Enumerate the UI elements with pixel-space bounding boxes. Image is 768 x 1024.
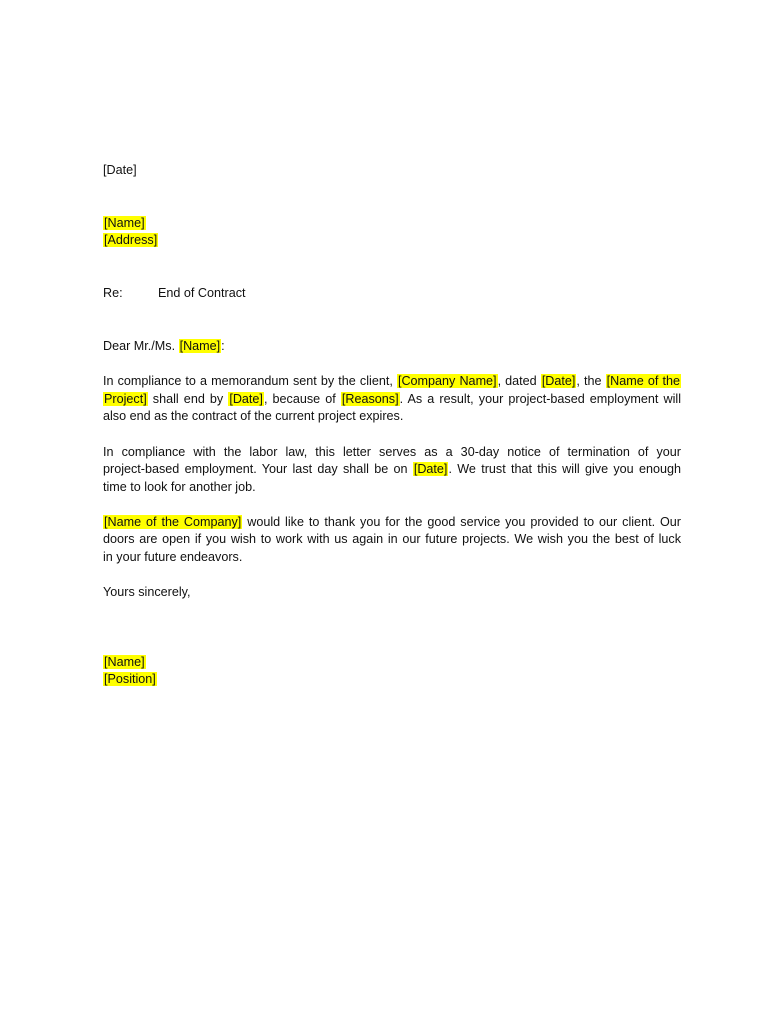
re-line	[103, 285, 681, 303]
paragraph-1	[103, 373, 681, 426]
signature-name-placeholder: [Name]	[104, 654, 145, 669]
signature-position	[103, 671, 681, 689]
paragraph-1-line-1	[103, 373, 681, 391]
project-name-placeholder-end: Project]	[104, 391, 147, 406]
paragraph-1-line-2	[103, 391, 681, 409]
last-day-date-placeholder: [Date]	[413, 462, 448, 477]
company-name-placeholder-2: [Name of the Company]	[104, 514, 242, 529]
recipient-address	[103, 232, 681, 250]
re-label: Re:	[103, 286, 123, 301]
letter-body	[103, 162, 681, 689]
salutation-name-placeholder: [Name]	[179, 338, 221, 353]
paragraph-3-line-3: in your future endeavors.	[103, 550, 243, 565]
paragraph-2-line-1: In compliance with the labor law, this letter serves as a 30-day notice of termination of your	[103, 444, 681, 459]
paragraph-2-line-3: time to look for another job.	[103, 479, 256, 494]
paragraph-3-line-1	[103, 514, 681, 532]
text-segment: , the	[576, 374, 606, 389]
date-line: [Date]	[103, 163, 137, 177]
paragraph-3	[103, 514, 681, 567]
text-segment: In compliance to a memorandum sent by the client,	[103, 374, 397, 389]
text-segment: shall end by	[147, 391, 229, 406]
text-segment: would like to thank you for the good service you provided to our client. Our	[242, 514, 681, 529]
recipient-name	[103, 215, 681, 233]
text-segment: . We trust that this will give you enough	[448, 462, 681, 477]
end-date-placeholder: [Date]	[229, 391, 263, 406]
memo-date-placeholder: [Date]	[541, 374, 576, 389]
paragraph-3-line-2: doors are open if you wish to work with us again in our future projects. We wish you the best of luck	[103, 532, 681, 547]
salutation-suffix: :	[221, 338, 225, 353]
text-segment: . As a result, your project-based employment will	[399, 391, 681, 406]
signature-position-placeholder: [Position]	[104, 672, 156, 687]
recipient-name-placeholder: [Name]	[104, 215, 145, 230]
paragraph-2	[103, 444, 681, 497]
paragraph-1-line-3: also end as the contract of the current project expires.	[103, 409, 404, 424]
signature-name	[103, 654, 681, 672]
reasons-placeholder: [Reasons]	[341, 391, 399, 406]
project-name-placeholder-start: [Name of the	[606, 374, 680, 389]
closing: Yours sincerely,	[103, 585, 191, 600]
text-segment: , because of	[263, 391, 341, 406]
salutation-prefix: Dear Mr./Ms.	[103, 338, 179, 353]
re-subject: End of Contract	[158, 286, 246, 301]
salutation	[103, 338, 681, 356]
recipient-address-placeholder: [Address]	[104, 233, 158, 248]
company-name-placeholder: [Company Name]	[397, 374, 497, 389]
paragraph-2-line-2	[103, 461, 681, 479]
text-segment: project-based employment. Your last day shall be on	[103, 462, 413, 477]
text-segment: , dated	[497, 374, 541, 389]
